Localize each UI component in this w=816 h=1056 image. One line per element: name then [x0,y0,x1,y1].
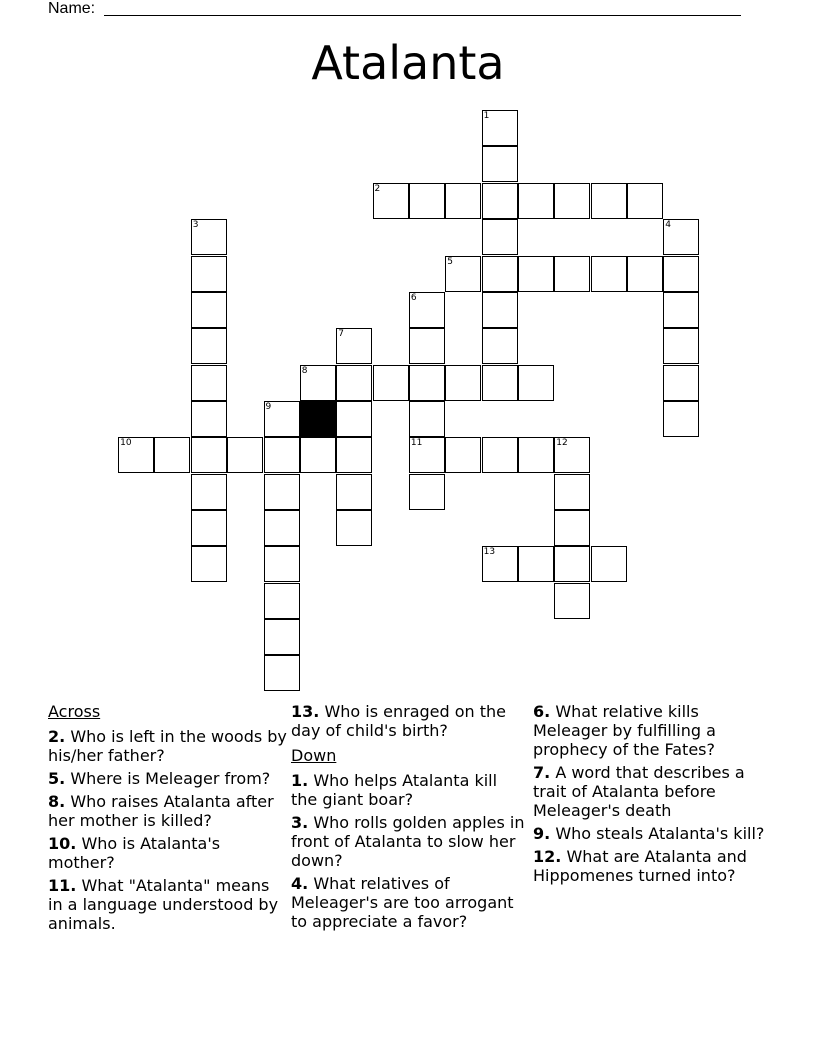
grid-cell[interactable] [445,183,481,219]
grid-cell[interactable] [482,365,518,401]
grid-cell[interactable] [482,437,518,473]
grid-cell[interactable] [409,401,445,437]
clues-column-1 [48,702,288,937]
grid-cell[interactable] [663,256,699,292]
clue-down-6: 6. What relative kills Meleager by fulfilling a prophecy of the Fates? [533,702,716,759]
grid-cell[interactable] [482,110,518,146]
grid-cell[interactable] [482,256,518,292]
grid-cell[interactable] [154,437,190,473]
clue-number: 6 [410,292,417,303]
grid-cell[interactable] [264,655,300,691]
grid-cell[interactable] [627,183,663,219]
clue-number: 7 [338,329,344,340]
clue-number: 2 [374,183,381,194]
grid-cell[interactable] [264,583,300,619]
across-heading: Across [48,702,101,721]
grid-cell[interactable] [445,256,481,292]
grid-cell[interactable] [554,583,590,619]
grid-cell[interactable] [191,256,227,292]
grid-cell[interactable] [227,437,263,473]
grid-cell[interactable] [264,546,300,582]
clue-across-2: 2. Who is left in the woods by his/her father? [48,727,287,765]
clue-number: 11 [410,438,423,449]
puzzle-title: Atalanta [311,36,505,90]
grid-cell[interactable] [409,474,445,510]
clue-number: 9 [265,401,272,412]
grid-cell[interactable] [336,437,372,473]
clue-down-9: 9. Who steals Atalanta's kill? [533,824,765,843]
grid-cell[interactable] [518,256,554,292]
grid-cell[interactable] [191,474,227,510]
grid-cell[interactable] [482,546,518,582]
clue-across-10: 10. Who is Atalanta's mother? [48,834,221,872]
grid-cell[interactable] [191,292,227,328]
grid-cell[interactable] [409,183,445,219]
clue-across-11: 11. What "Atalanta" means in a language understood by animals. [48,876,279,933]
grid-cell[interactable] [554,474,590,510]
grid-cell[interactable] [663,365,699,401]
grid-cell[interactable] [118,437,154,473]
clue-number: 1 [483,111,490,122]
grid-cell[interactable] [264,510,300,546]
grid-cell[interactable] [264,619,300,655]
grid-cell[interactable] [591,546,627,582]
clue-down-12: 12. What are Atalanta and Hippomenes turned into? [533,847,747,885]
clue-across-8: 8. Who raises Atalanta after her mother is killed? [48,792,274,830]
grid-cell[interactable] [373,365,409,401]
clue-down-4: 4. What relatives of Meleager's are too arrogant to appreciate a favor? [291,874,514,931]
name-label: Name: [48,0,96,17]
clues-column-3 [533,702,773,889]
clue-number: 3 [192,220,199,231]
grid-cell[interactable] [482,328,518,364]
clue-number: 13 [483,547,496,558]
name-line[interactable] [104,15,741,16]
clue-number: 10 [120,438,132,449]
grid-cell[interactable] [336,474,372,510]
clues-column-2 [291,702,526,935]
clue-across-13: 13. Who is enraged on the day of child's birth? [291,702,507,740]
clue-number: 5 [447,256,453,267]
grid-cell[interactable] [336,365,372,401]
grid-cell[interactable] [554,437,590,473]
grid-cell[interactable] [554,183,590,219]
grid-cell[interactable] [191,546,227,582]
grid-block [300,401,336,437]
grid-cell[interactable] [663,401,699,437]
grid-cell[interactable] [191,437,227,473]
grid-cell[interactable] [591,183,627,219]
clue-down-1: 1. Who helps Atalanta kill the giant boar? [291,771,498,809]
grid-cell[interactable] [409,437,445,473]
grid-cell[interactable] [663,219,699,255]
grid-cell[interactable] [445,365,481,401]
clue-across-5: 5. Where is Meleager from? [48,769,271,788]
grid-cell[interactable] [627,256,663,292]
grid-cell[interactable] [518,183,554,219]
grid-cell[interactable] [482,146,518,182]
grid-cell[interactable] [482,292,518,328]
grid-cell[interactable] [518,546,554,582]
grid-cell[interactable] [191,510,227,546]
grid-cell[interactable] [300,365,336,401]
grid-cell[interactable] [445,437,481,473]
grid-cell[interactable] [554,546,590,582]
clue-down-3: 3. Who rolls golden apples in front of Atalanta to slow her down? [291,813,525,870]
clue-number: 12 [556,438,568,449]
grid-cell[interactable] [264,401,300,437]
grid-cell[interactable] [191,401,227,437]
grid-cell[interactable] [191,328,227,364]
grid-cell[interactable] [591,256,627,292]
grid-cell[interactable] [191,365,227,401]
clue-down-7: 7. A word that describes a trait of Atalanta before Meleager's death [533,763,745,820]
clue-number: 4 [665,220,672,231]
grid-cell[interactable] [300,437,336,473]
grid-cell[interactable] [663,292,699,328]
grid-cell[interactable] [482,183,518,219]
grid-cell[interactable] [518,437,554,473]
grid-cell[interactable] [663,328,699,364]
grid-cell[interactable] [336,510,372,546]
down-heading: Down [291,746,337,765]
grid-cell[interactable] [482,219,518,255]
grid-cell[interactable] [336,328,372,364]
grid-cell[interactable] [518,365,554,401]
grid-cell[interactable] [336,401,372,437]
grid-cell[interactable] [373,183,409,219]
grid-cell[interactable] [409,365,445,401]
grid-cell[interactable] [264,474,300,510]
clue-number: 8 [301,365,308,376]
grid-cell[interactable] [554,510,590,546]
grid-cell[interactable] [409,328,445,364]
grid-cell[interactable] [191,219,227,255]
grid-cell[interactable] [409,292,445,328]
grid-cell[interactable] [264,437,300,473]
grid-cell[interactable] [554,256,590,292]
